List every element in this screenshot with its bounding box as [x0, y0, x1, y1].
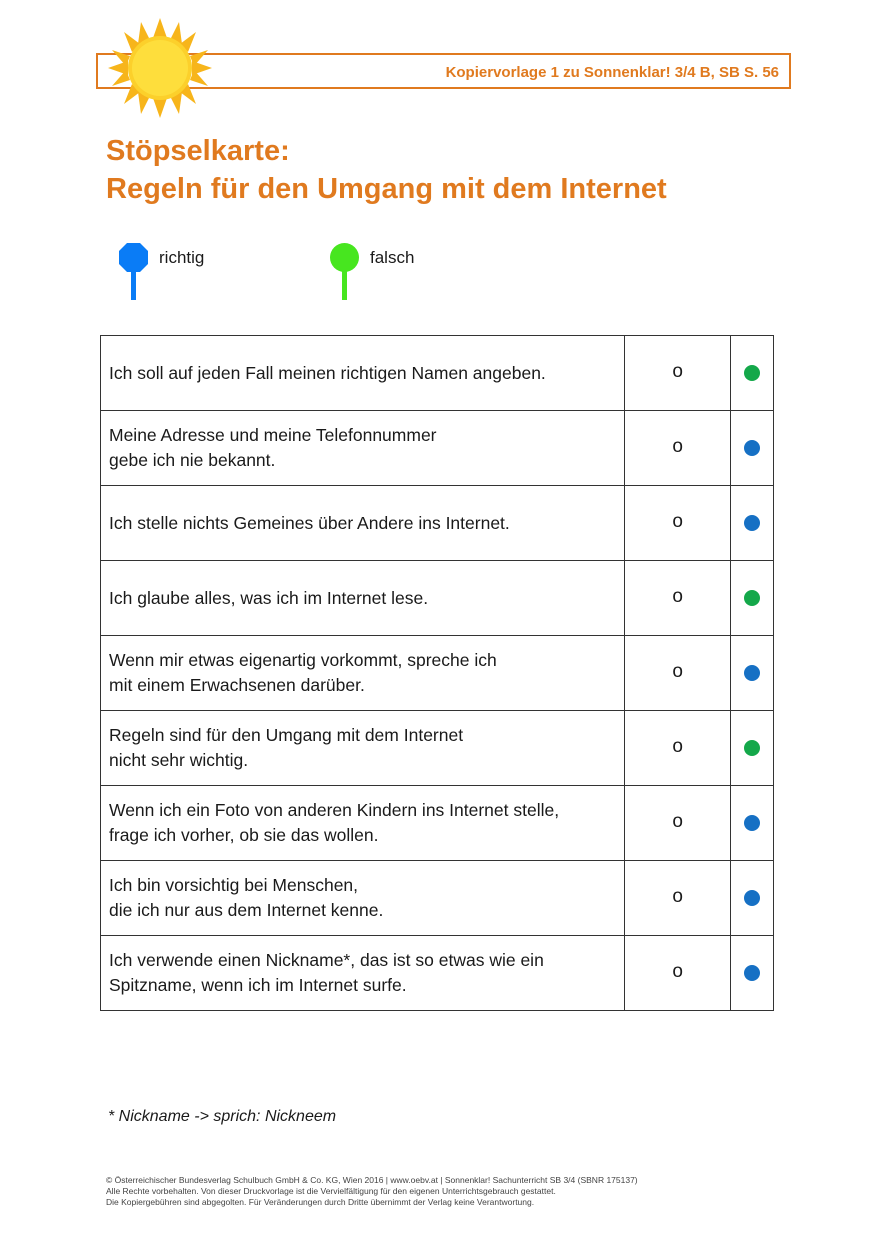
plug-dot [744, 365, 760, 381]
plug-dot [744, 815, 760, 831]
plug-dot [744, 515, 760, 531]
table-row [101, 411, 774, 486]
table-row [101, 711, 774, 786]
answer-option: o [625, 711, 731, 786]
legend-richtig-label: richtig [159, 248, 205, 267]
plug-dot-cell [731, 936, 774, 1011]
green-plug-stem [342, 268, 347, 300]
plug-dot [744, 740, 760, 756]
answer-option: o [625, 936, 731, 1011]
page-title [106, 132, 667, 208]
blue-plug-stem [131, 268, 136, 300]
footnote: * Nickname -> sprich: Nickneem [108, 1108, 337, 1125]
table-row [101, 786, 774, 861]
rule-statement: Ich soll auf jeden Fall meinen richtigen Namen angeben. [101, 336, 625, 411]
plug-dot-cell [731, 411, 774, 486]
blue-plug-head [119, 243, 148, 272]
plug-dot [744, 590, 760, 606]
plug-dot [744, 440, 760, 456]
rule-statement: Wenn ich ein Foto von anderen Kindern ins Internet stelle, frage ich vorher, ob sie das wollen. [101, 786, 625, 861]
table-row [101, 561, 774, 636]
answer-option: o [625, 336, 731, 411]
legend-falsch-label: falsch [370, 248, 415, 267]
header-text: Kopiervorlage 1 zu Sonnenklar! 3/4 B, SB S. 56 [445, 64, 779, 81]
rule-statement: Meine Adresse und meine Telefonnummer gebe ich nie bekannt. [101, 411, 625, 486]
rules-table [100, 335, 774, 1011]
copyright-line: Die Kopiergebühren sind abgegolten. Für Veränderungen durch Dritte übernimmt der Verlag keine Verantwortung. [106, 1197, 535, 1207]
title-line-1: Stöpselkarte: [106, 135, 290, 167]
plug-dot [744, 965, 760, 981]
copyright-line: © Österreichischer Bundesverlag Schulbuch GmbH & Co. KG, Wien 2016 | www.oebv.at | Sonnenklar! Sachunterricht SB 3/4 (SBNR 175137) [106, 1175, 638, 1185]
rule-statement: Ich bin vorsichtig bei Menschen, die ich nur aus dem Internet kenne. [101, 861, 625, 936]
copyright-notice [106, 1175, 638, 1208]
plug-dot-cell [731, 486, 774, 561]
answer-option: o [625, 486, 731, 561]
rule-statement: Ich verwende einen Nickname*, das ist so etwas wie ein Spitzname, wenn ich im Internet surfe. [101, 936, 625, 1011]
sun-icon [108, 18, 212, 118]
plug-dot-cell [731, 561, 774, 636]
answer-option: o [625, 411, 731, 486]
table-row [101, 861, 774, 936]
plug-dot-cell [731, 786, 774, 861]
green-plug-icon [329, 242, 361, 302]
rule-statement: Wenn mir etwas eigenartig vorkommt, spreche ich mit einem Erwachsenen darüber. [101, 636, 625, 711]
title-line-2: Regeln für den Umgang mit dem Internet [106, 173, 667, 205]
table-row [101, 336, 774, 411]
green-plug-head [330, 243, 359, 272]
plug-dot-cell [731, 861, 774, 936]
table-row [101, 936, 774, 1011]
rule-statement: Ich stelle nichts Gemeines über Andere ins Internet. [101, 486, 625, 561]
plug-dot [744, 665, 760, 681]
plug-dot-cell [731, 711, 774, 786]
answer-option: o [625, 561, 731, 636]
copyright-line: Alle Rechte vorbehalten. Von dieser Druckvorlage ist die Vervielfältigung für den eigenen Unterrichtsgebrauch gestattet. [106, 1186, 556, 1196]
answer-option: o [625, 786, 731, 861]
blue-plug-icon [118, 242, 150, 302]
rule-statement: Regeln sind für den Umgang mit dem Internet nicht sehr wichtig. [101, 711, 625, 786]
plug-dot-cell [731, 336, 774, 411]
plug-dot [744, 890, 760, 906]
answer-option: o [625, 636, 731, 711]
plug-dot-cell [731, 636, 774, 711]
table-row [101, 636, 774, 711]
table-row [101, 486, 774, 561]
answer-option: o [625, 861, 731, 936]
rule-statement: Ich glaube alles, was ich im Internet lese. [101, 561, 625, 636]
